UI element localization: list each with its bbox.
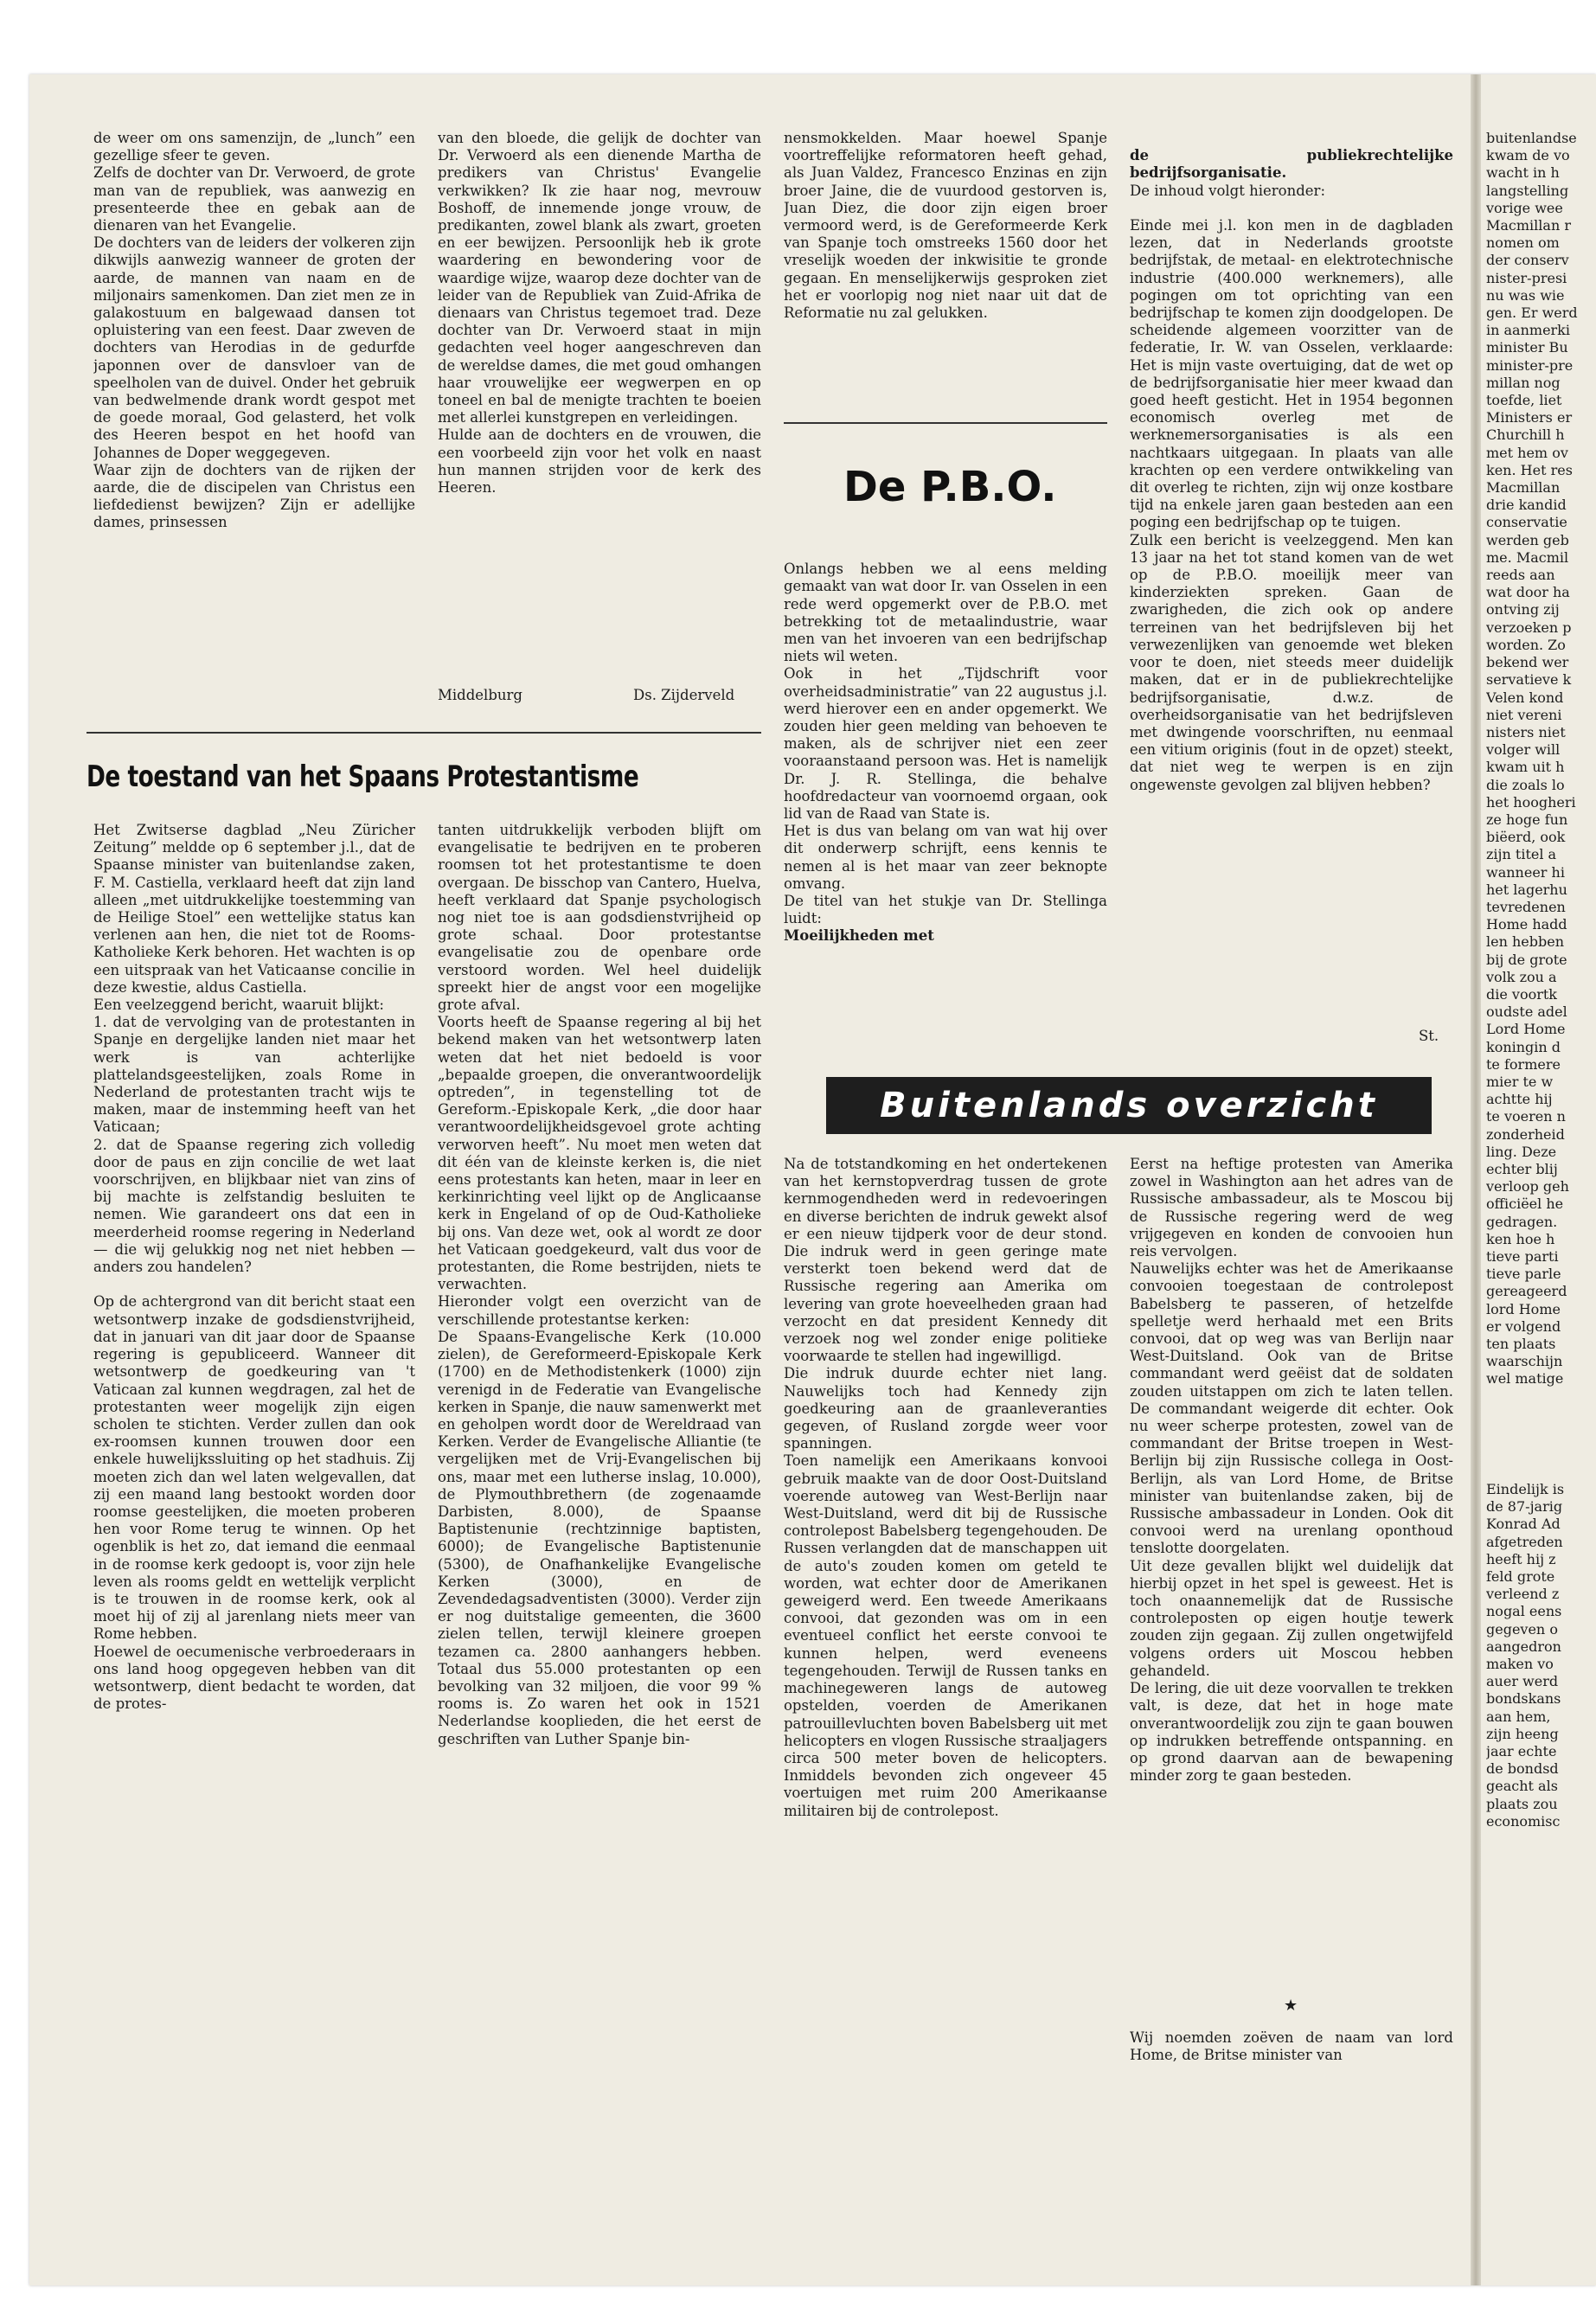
pbo-col1 bbox=[784, 543, 1107, 1028]
page-fold bbox=[1471, 74, 1481, 2285]
right-fragment-upper: buitenlandse kwam de vo wacht in h langstelling vorige wee Macmillan r nomen om der conserv nister-presi nu was wie gen. Er werd in aanmerki minister Bu minister-pre millan nog toefde, liet Ministers er Churchill h met hem ov ken. Het res Macmillan drie kandid conservatie werden geb me. Macmil reeds aan wat door ha ontving zij verzoeken p worden. Zo bekend wer servatieve k Velen kond niet vereni nisters niet volger will kwam uit h die zoals lo het hoogheri ze hoge fun biëerd, ook zijn titel a wanneer hi het lagerhu tevredenen Home hadd len hebben bij de grote volk zou a die voortk oudste adel Lord Home koningin d te formere mier te w achtte hij te voeren n zonderheid ling. Deze echter blij verloop geh officiëel he gedragen. ken hoe h tieve parti tieve parle gereageerd lord Home er volgend ten plaats waarschijn wel matige bbox=[1486, 130, 1578, 1388]
article-author: Ds. Zijderveld bbox=[633, 687, 735, 703]
divider-spain-top bbox=[87, 732, 761, 734]
section-star: ★ bbox=[1284, 1997, 1298, 2015]
pbo-col1-text: Onlangs hebben we al eens melding gemaakt van wat door Ir. van Osselen in een rede werd opgemerkt over de P.B.O. met betrekking tot de metaalindustrie, waar men van het invoeren van een bedrijfschap niets wil weten. Ook in het „Tijdschrift voor overheidsadministratie” van 22 augustus j.l. werd hierover een en ander opgemerkt. We zouden hier geen melding van behoeven te maken, als de schrijver niet een zeer vooraanstaand persoon was. Het is namelijk Dr. J. R. Stellinga, die behalve hoofdredacteur van voornoemd orgaan, ook lid van de Raad van State is. Het is dus van belang om van wat hij over dit onderwerp schrijft, eens kennis te nemen al is het maar van zeer beknopte omvang. De titel van het stukje van Dr. Stellinga luidt: bbox=[784, 561, 1107, 927]
pbo-signature: St. bbox=[1419, 1028, 1439, 1044]
pbo-col2-text: De inhoud volgt hieronder: Einde mei j.l. kon men in de dagbladen lezen, dat in Nederlands grootste bedrijfstak, de metaal- en elektrotechnische industrie (400.000 werknemers), alle pogingen om tot oprichting van een bedrijfschap te komen zijn doodgelopen. De scheidende algemeen voorzitter van de federatie, Ir. W. van Osselen, verklaarde: Het is mijn vaste overtuiging, dat de wet op de bedrijfsorganisatie hier meer kwaad dan goed heeft gesticht. Het in 1954 begonnen economisch overleg met de werknemersorganisaties is als een nachtkaars uitgegaan. In plaats van alle krachten op een verdere ontwikkeling van dit overleg te richten, zijn wij onze kostbare tijd na enkele jaren gaan besteden aan een poging een bedrijfschap op te tuigen. Zulk een bericht is veelzeggend. Men kan 13 jaar na het tot stand komen van de wet op de P.B.O. moeilijk meer van kinderziekten spreken. Gaan de zwarigheden, die zich ook op andere terreinen van het bedrijfsleven bij het verwezenlijken van genoemde wet bleken voor te doen, niet steeds meer duidelijk maken, dat er in de publiekrechtelijke bedrijfsorganisatie, d.w.z. de overheidsorganisatie van het bedrijfsleven met dwingende voorschriften, nu eenmaal een vitium originis (fout in de opzet) steekt, dat niet weg te werpen is en zijn ongewenste gevolgen zal blijven hebben? bbox=[1130, 182, 1453, 793]
foreign-col2: Eerst na heftige protesten van Amerika zowel in Washington aan het adres van de Russische ambassadeur, als te Moscou bij de Russische regering werd de weg vrijgegeven en konden de convooien hun reis vervolgen. Nauwelijks echter was het de Amerikaanse convooien toegestaan de controlepost Babelsberg te passeren, of hetzelfde spelletje werd herhaald met een Brits convooi, dat op weg was van Berlijn naar West-Duitsland. Ook van de Britse commandant werd geëist dat de soldaten zouden uitstappen om zich te laten tellen. De commandant weigerde dit echter. Ook nu weer scherpe protesten, zowel van de commandant der Britse troepen in West-Berlijn bij zijn Russische collega in Oost-Berlijn, als van Lord Home, de Britse minister van buitenlandse zaken, bij de Russische ambassadeur in Londen. Ook dit convooi werd na urenlang oponthoud tenslotte doorgelaten. Uit deze gevallen blijkt wel duidelijk dat hierbij opzet in het spel is geweest. Het is toch onaannemelijk dat de Russische controleposten op eigen houtje tewerk zouden zijn gegaan. Zij zullen ongetwijfeld volgens orders uit Moscou hebben gehandeld. De lering, die uit deze voorvallen te trekken valt, is deze, dat het in hoge mate onverantwoordelijk zou zijn te gaan bouwen op indrukken betreffende ontspanning. en op grond daarvan aan de bewapening minder zorg te gaan besteden. bbox=[1130, 1156, 1453, 1785]
pbo-col2-bold: de publiekrechtelijke bedrijfsorganisatie. bbox=[1130, 147, 1453, 182]
spain-headline: De toestand van het Spaans Protestantisme bbox=[87, 760, 639, 794]
pbo-intro: nensmokkelden. Maar hoewel Spanje voortreffelijke reformatoren heeft gehad, als Juan Valdez, Francesco Enzinas en zijn broer Jaine, die de vuurdood gestorven is, Juan Diez, die door zijn eigen broer vermoord werd, is de Gereformeerde Kerk van Spanje toch omstreeks 1560 door het vreselijk woeden der inkwisitie te gronde gegaan. En menselijkerwijs gesproken ziet het er voorlopig nog niet naar uit dat de Reformatie nu zal gelukken. bbox=[784, 130, 1107, 322]
article-continuation-col1: de weer om ons samenzijn, de „lunch” een gezellige sfeer te geven. Zelfs de dochter van Dr. Verwoerd, de grote man van de republiek, was aanwezig en presenteerde thee en gebak aan de dienaren van het Evangelie. De dochters van de leiders der volkeren zijn dikwijls aanwezig wanneer de groten der aarde, de mannen van naam en de miljonairs samenkomen. Dan ziet men ze in galakostuum en balgewaad dansen tot opluistering van een feest. Daar zweven de dochters van Herodias in de gedurfde japonnen over de dansvloer van de speelholen van de duivel. Onder het gebruik van bedwelmende drank wordt gespot met de goede moraal, God gelasterd, het volk des Heeren bespot en het hoofd van Johannes de Doper weggegeven. Waar zijn de dochters van de rijken der aarde, die de discipelen van Christus een liefdedienst bewijzen? Zijn er adellijke dames, prinsessen bbox=[93, 130, 415, 531]
foreign-col2-after: Wij noemden zoëven de naam van lord Home, de Britse minister van bbox=[1130, 2029, 1453, 2064]
spain-col1: Het Zwitserse dagblad „Neu Züricher Zeitung” meldde op 6 september j.l., dat de Spaanse minister van buitenlandse zaken, F. M. Castiella, verklaard heeft dat zijn land alleen „met uitdrukkelijke toestemming van de Heilige Stoel” een wettelijke status kan verlenen aan hen, die niet tot de Rooms-Katholieke Kerk behoren. Het wachten is op een uitspraak van het Vaticaanse concilie in deze kwestie, aldus Castiella. Een veelzeggend bericht, waaruit blijkt: 1. dat de vervolging van de protestanten in Spanje en dergelijke landen niet maar het werk is van achterlijke plattelandsgeestelijken, zoals Rome in Nederland de protestanten tracht wijs te maken, maar de instemming heeft van het Vaticaan; 2. dat de Spaanse regering zich volledig door de paus en zijn concilie de wet laat voorschrijven, en blijkbaar niet van zins of bij machte is zelfstandig besluiten te nemen. Wie garandeert ons dat een in meerderheid roomse regering in Nederland — die wij gelukkig nog net niet hebben — anders zou handelen? Op de achtergrond van dit bericht staat een wetsontwerp inzake de godsdienstvrijheid, dat in januari van dit jaar door de Spaanse regering is gepubliceerd. Wanneer dit wetsontwerp de goedkeuring van 't Vaticaan zal kunnen wegdragen, zal het de protestanten weer mogelijk zijn eigen scholen te stichten. Verder zullen dan ook ex-roomsen kunnen trouwen door een enkele huwelijkssluiting op het stadhuis. Zij moeten zich dan wel laten welgevallen, dat zij een maand lang bestookt worden door roomse geestelijken, die moeten proberen hen voor Rome terug te winnen. Op het ogenblik is het zo, dat iemand die eenmaal in de roomse kerk gedoopt is, voor zijn hele leven als rooms geldt en wettelijk verplicht is te trouwen in de roomse kerk, ook al moet hij of zij al jarenlang niets meer van Rome hebben. Hoewel de oecumenische verbroederaars in ons land hoog opgegeven hebben van dit wetsontwerp, dient bedacht te worden, dat de protes- bbox=[93, 822, 415, 1713]
pbo-headline: De P.B.O. bbox=[843, 463, 1057, 511]
foreign-col1: Na de totstandkoming en het ondertekenen van het kernstopverdrag tussen de grote kernmogendheden werd in redevoeringen en diverse berichten de indruk gewekt alsof er een nieuw tijdperk voor de deur stond. Die indruk werd in geen geringe mate versterkt toen bekend werd dat de Russische regering aan Amerika om levering van grote hoeveelheden graan had verzocht en dat president Kennedy dit verzoek nog wel zonder enige politieke voorwaarde te stellen had ingewilligd. Die indruk duurde echter niet lang. Nauwelijks toch had Kennedy zijn goedkeuring aan de graanleveranties gegeven, of Rusland zorgde weer voor spanningen. Toen namelijk een Amerikaans konvooi gebruik maakte van de door Oost-Duitsland voerende autoweg van West-Berlijn naar West-Duitsland, werd dit bij de Russische controlepost Babelsberg tegengehouden. De Russen verlangden dat de manschappen uit de auto's zouden komen om geteld te worden, wat echter door de Amerikanen geweigerd werd. Een tweede Amerikaans convooi, dat gezonden was om in een eventueel conflict het eerste convooi te kunnen helpen, werd eveneens tegengehouden. Terwijl de Russen tanks en machinegeweren langs de autoweg opstelden, voerden de Amerikanen patrouillevluchten boven Babelsberg uit met helicopters en vlogen Russische straaljagers circa 500 meter boven de helicopters. Inmiddels bevonden zich ongeveer 45 voertuigen met ruim 200 Amerikaanse militairen bij de controlepost. bbox=[784, 1156, 1107, 1819]
pbo-col1-bold: Moeilijkheden met bbox=[784, 927, 934, 945]
divider-pbo bbox=[784, 422, 1107, 424]
right-fragment-lower: Eindelijk is de 87-jarig Konrad Ad afgetreden heeft hij z feld grote verleend z nogal eens gegeven o aangedron maken vo auer werd bondskans aan hem, zijn heeng jaar echte de bondsd geacht als plaats zou economisc bbox=[1486, 1481, 1565, 1830]
foreign-banner: Buitenlands overzicht bbox=[826, 1077, 1432, 1134]
pbo-col2 bbox=[1130, 130, 1453, 1038]
spain-col2: tanten uitdrukkelijk verboden blijft om evangelisatie te bedrijven en te proberen roomsen tot het protestantisme te doen overgaan. De bisschop van Cantero, Huelva, heeft verklaard dat Spanje psychologisch nog niet toe is aan godsdienstvrijheid op grote schaal. Door protestantse evangelisatie zou de openbare orde verstoord worden. Wel heel duidelijk spreekt hier de angst voor een mogelijke grote afval. Voorts heeft de Spaanse regering al bij het bekend maken van het wetsontwerp laten weten dat het niet bedoeld is voor „bepaalde groepen, die onverantwoordelijk optreden”, in tegenstelling tot de Gereform.-Episkopale Kerk, „die door haar verantwoordelijkheidsgevoel grote achting verworven heeft”. Nu moet men weten dat dit één van de kleinste kerken is, die niet eens protestants kan heten, maar in leer en kerkinrichting veel lijkt op de Anglicaanse kerk in Engeland of op de Oud-Katholieke bij ons. Van deze wet, ook al wordt ze door het Vaticaan goedgekeurd, valt dus voor de protestanten, die Rome bestrijden, niets te verwachten. Hieronder volgt een overzicht van de verschillende protestantse kerken: De Spaans-Evangelische Kerk (10.000 zielen), de Gereformeerd-Episkopale Kerk (1700) en de Methodistenkerk (1000) zijn verenigd in de Federatie van Evangelische kerken in Spanje, die nauw samenwerkt met en geholpen wordt door de Wereldraad van Kerken. Verder de Evangelische Alliantie (te vergelijken met de Vrij-Evangelischen bij ons, maar met een lutherse inslag, 10.000), de Plymouthbrethern (de zogenaamde Darbisten, 8.000), de Spaanse Baptistenunie (rechtzinnige baptisten, 6000); de Evangelische Baptistenunie (5300), de Onafhankelijke Evangelische Kerken (3000), en de Zevendedagsadventisten (3000). Verder zijn er nog duitstalige gemeenten, die 3600 zielen tellen, terwijl kleinere groepen tezamen ca. 2800 aanhangers hebben. Totaal dus 55.000 protestanten op een bevolking van 32 miljoen, die voor 99 % rooms is. Zo waren het ook in 1521 Nederlandse kooplieden, die het eerst de geschriften van Luther Spanje bin- bbox=[438, 822, 761, 1747]
article-place: Middelburg bbox=[438, 687, 522, 703]
article-continuation-col2: van den bloede, die gelijk de dochter van Dr. Verwoerd als een dienende Martha de predikers van Christus' Evangelie verkwikken? Ik zie haar nog, mevrouw Boshoff, de innemende jonge vrouw, de predikanten, zowel blank als zwart, groeten en eer bewijzen. Persoonlijk heb ik grote waardering en bewondering voor de waardige wijze, waarop deze dochter van de leider van de Republiek van Zuid-Afrika de dienaars van Christus tegemoet trad. Deze dochter van Dr. Verwoerd staat in mijn gedachten veel hoger aangeschreven dan de wereldse dames, die met goud omhangen haar vrouwelijke eer wegwerpen en op toneel en bal de menigte trachten te boeien met allerlei kunstgrepen en verleidingen. Hulde aan de dochters en de vrouwen, die een voorbeeld zijn voor het volk en naast hun mannen strijden voor de kerk des Heeren. bbox=[438, 130, 761, 497]
